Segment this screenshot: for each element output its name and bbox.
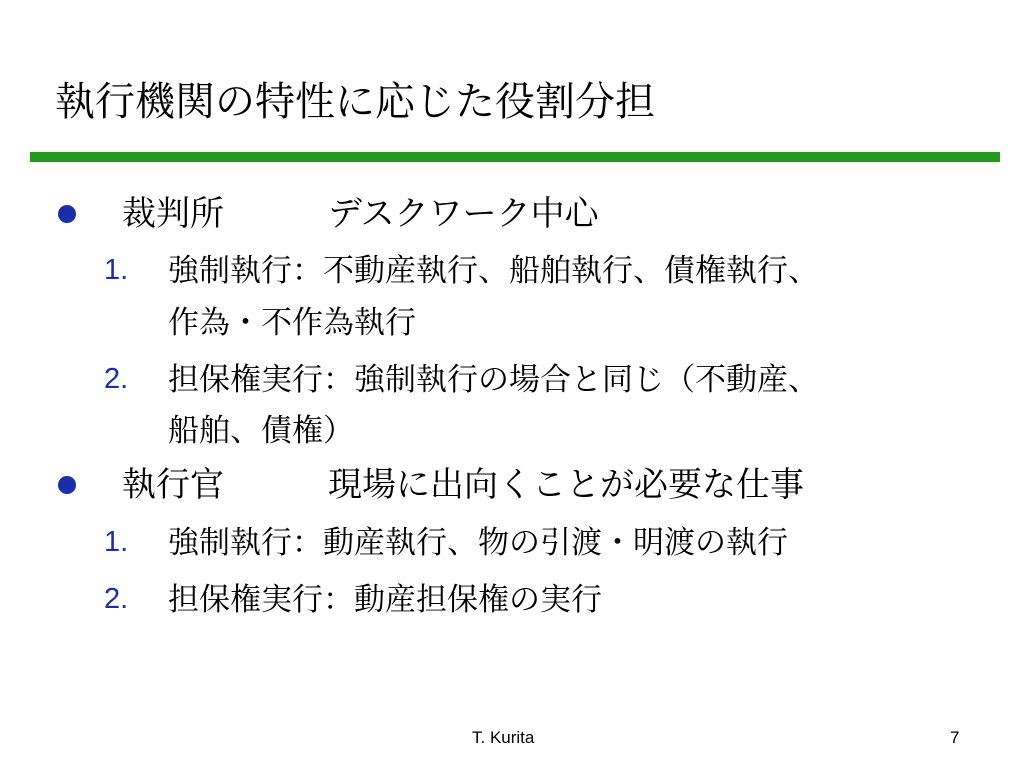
- section-heading: [122, 463, 804, 507]
- title-underline: [30, 152, 1000, 162]
- list-item-line: 担保権実行：強制執行の場合と同じ（不動産、: [168, 362, 819, 398]
- item-number: 2.: [104, 363, 129, 395]
- list-item-line: 強制執行：動産執行、物の引渡・明渡の執行: [168, 525, 788, 561]
- item-number: 1.: [104, 526, 129, 558]
- item-number: 2.: [104, 583, 129, 615]
- item-number: 1.: [104, 254, 129, 286]
- section-description: デスクワーク中心: [328, 194, 599, 234]
- bullet-dot-icon: [58, 476, 76, 494]
- list-item-line: 作為・不作為執行: [168, 305, 416, 341]
- footer-author: T. Kurita: [472, 728, 535, 747]
- list-item-line: 担保権実行：動産担保権の実行: [168, 582, 602, 618]
- list-item-line: 船舶、債権）: [168, 413, 354, 449]
- section-term: 執行官: [122, 465, 224, 505]
- bullet-dot-icon: [58, 205, 76, 223]
- section-heading: [122, 192, 599, 236]
- slide-title: 執行機関の特性に応じた役割分担: [55, 79, 655, 125]
- section-term: 裁判所: [122, 194, 224, 234]
- section-description: 現場に出向くことが必要な仕事: [328, 465, 804, 505]
- list-item-line: 強制執行：不動産執行、船舶執行、債権執行、: [168, 253, 819, 289]
- page-number: 7: [950, 728, 960, 747]
